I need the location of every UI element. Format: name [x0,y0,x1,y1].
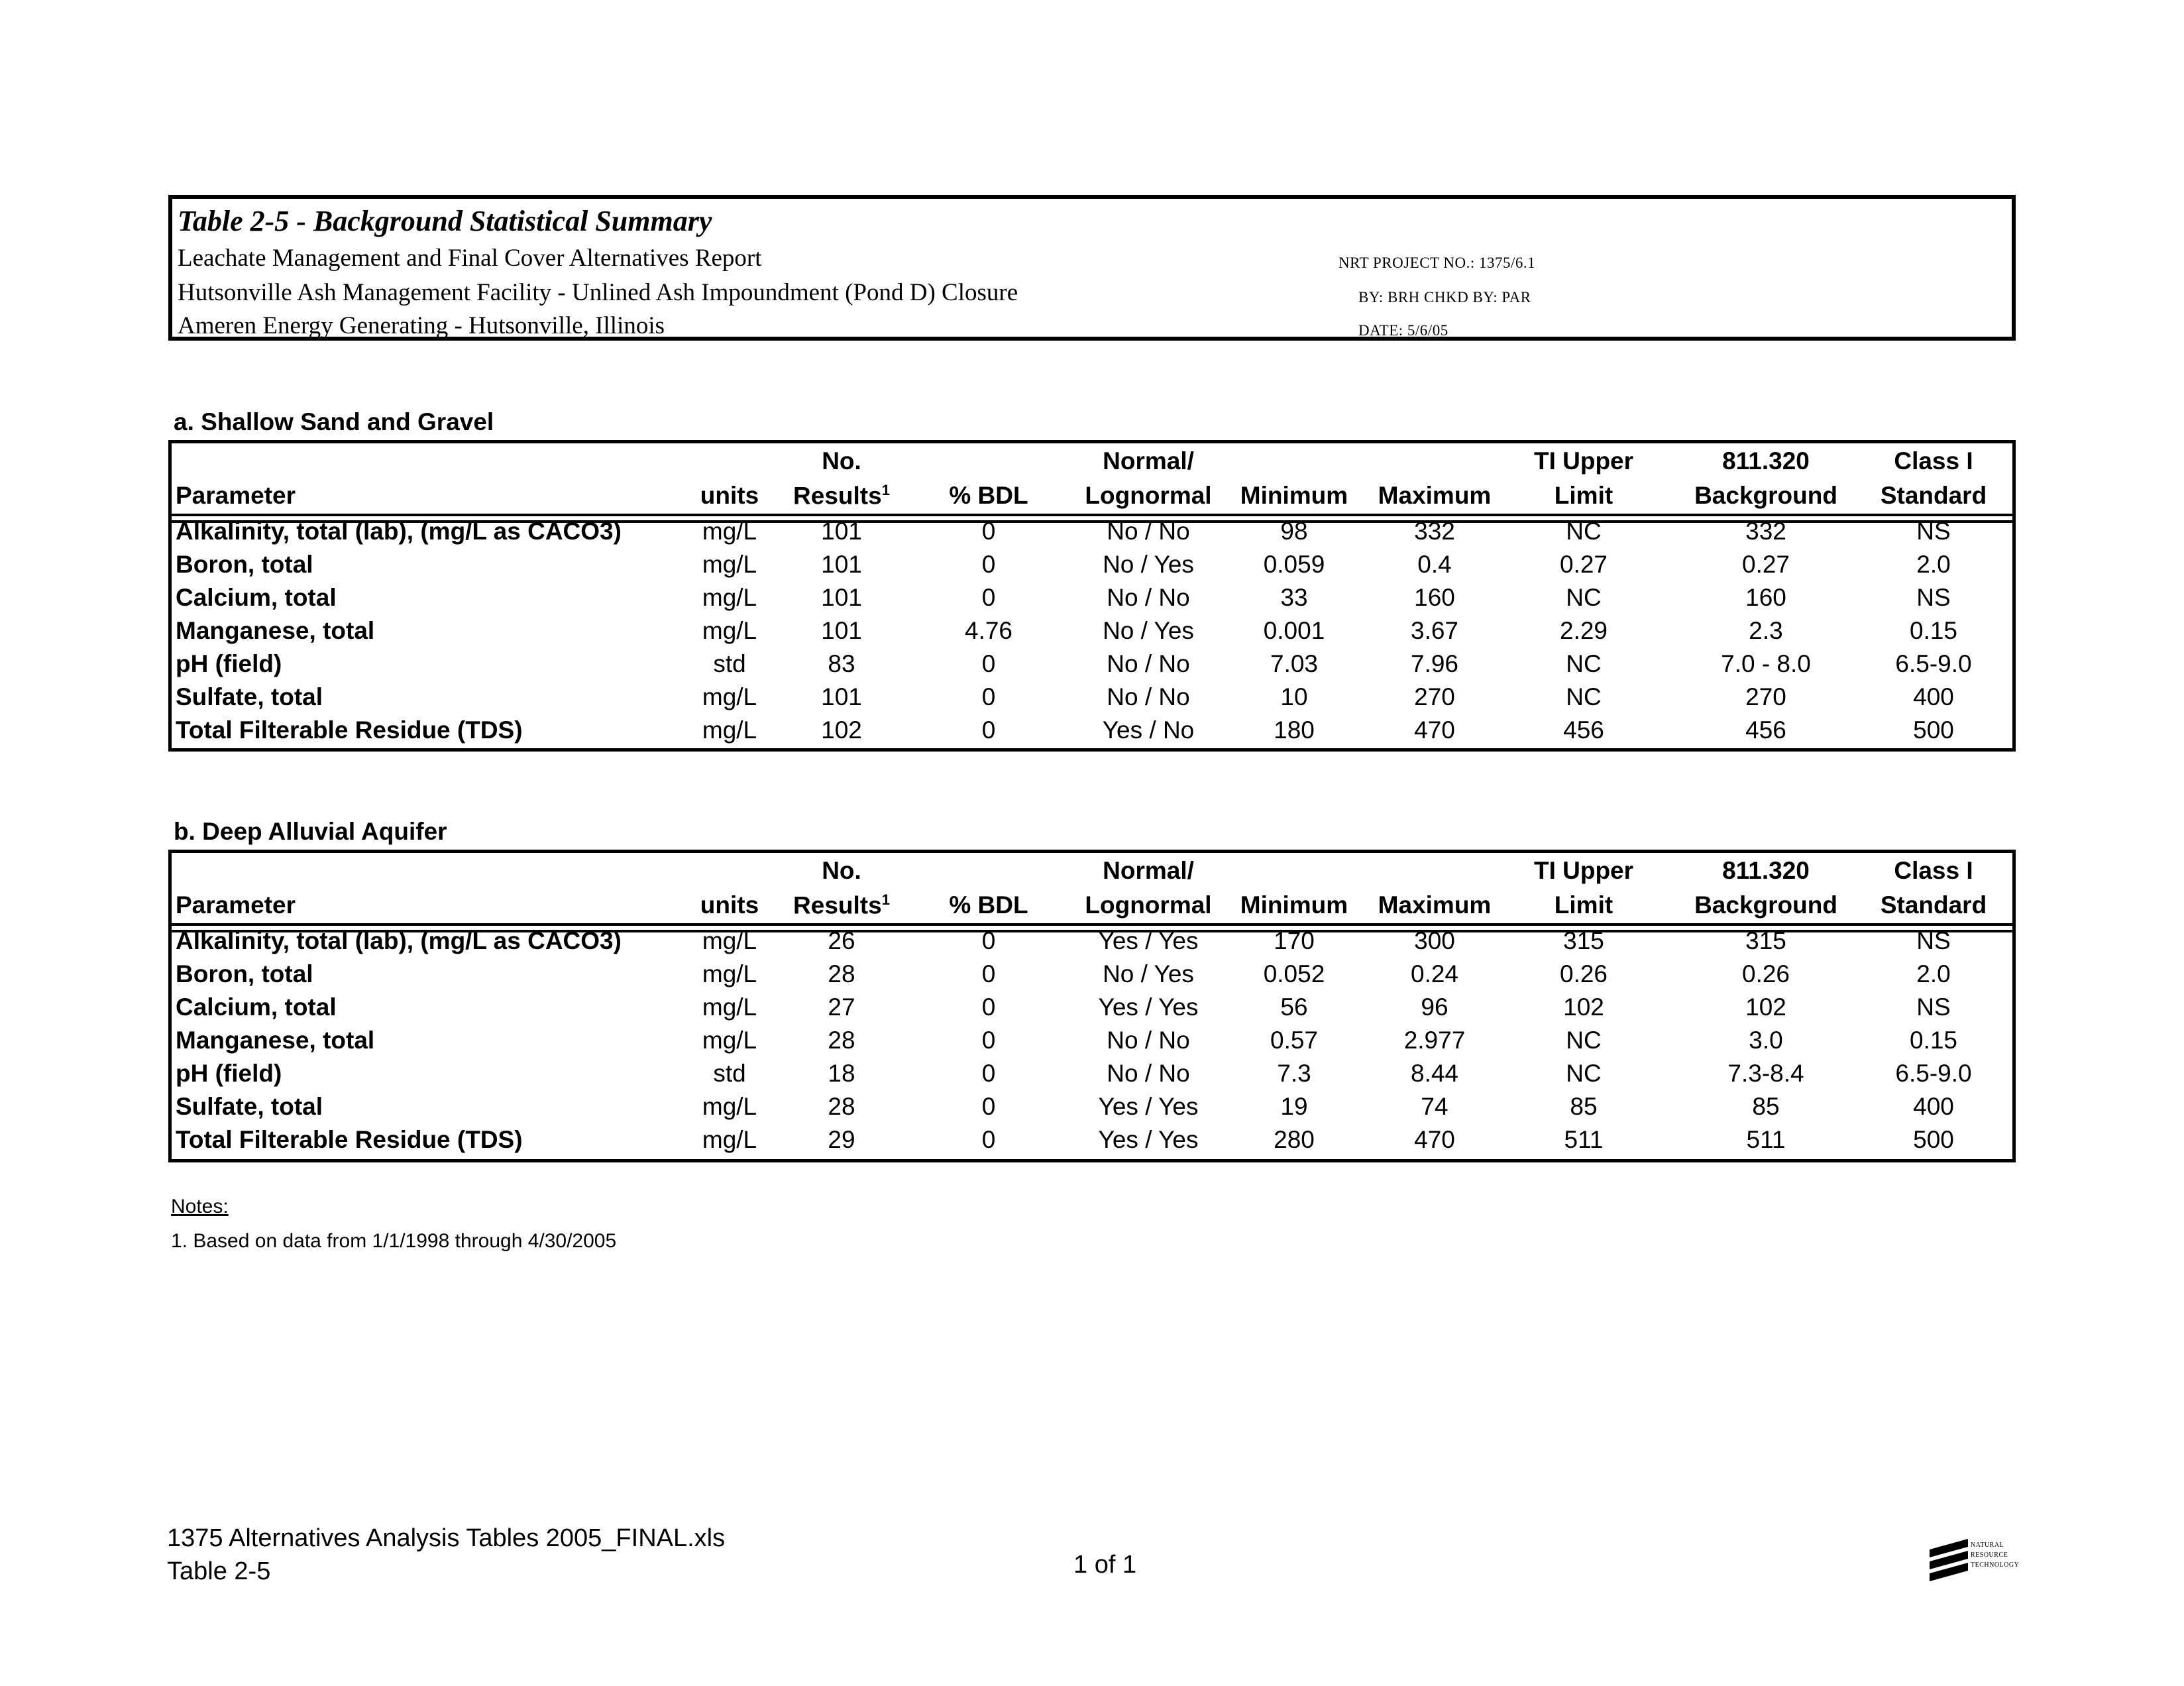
cell-minimum: 0.57 [1270,1027,1319,1054]
report-header-box [168,195,2016,341]
cell-minimum: 7.03 [1270,650,1319,677]
col-limit: Limit [1554,891,1613,919]
table-row [172,551,2012,584]
cell-bdl: 0 [981,1093,996,1120]
cell-bdl: 0 [981,650,996,677]
cell-distribution: No / No [1107,1027,1190,1054]
table-title: Table 2-5 - Background Statistical Summary [178,205,712,237]
footnote-marker: 1 [881,482,890,498]
table-row [172,518,2012,551]
cell-parameter: Calcium, total [176,993,337,1021]
section-title-deep: b. Deep Alluvial Aquifer [174,818,447,845]
cell-background: 511 [1746,1126,1786,1153]
cell-ti-upper-limit: 102 [1563,993,1604,1021]
cell-units: mg/L [702,960,757,987]
cell-parameter: Alkalinity, total (lab), (mg/L as CACO3) [176,927,622,954]
col-maximum: Maximum [1378,891,1492,919]
cell-ti-upper-limit: NC [1566,683,1602,710]
col-standard: Standard [1880,891,1987,919]
cell-background: 0.26 [1741,960,1790,987]
cell-distribution: No / No [1107,650,1190,677]
cell-background: 85 [1752,1093,1780,1120]
section-title-shallow: a. Shallow Sand and Gravel [174,408,494,435]
page-number: 1 of 1 [1073,1551,1137,1579]
cell-units: mg/L [702,518,757,545]
cell-background: 0.27 [1741,551,1790,578]
company-location: Ameren Energy Generating - Hutsonville, Illinois [178,312,665,339]
cell-maximum: 96 [1421,993,1448,1021]
cell-units: mg/L [702,551,757,578]
cell-background: 7.3-8.4 [1727,1060,1804,1087]
cell-maximum: 2.977 [1403,1027,1466,1054]
table-shallow-sand-gravel [168,440,2016,752]
cell-units: mg/L [702,1126,757,1153]
cell-ti-upper-limit: 0.26 [1559,960,1608,987]
col-811-320: 811.320 [1722,447,1810,475]
cell-parameter: pH (field) [176,1060,282,1087]
cell-background: 270 [1745,683,1786,710]
cell-ti-upper-limit: 85 [1570,1093,1598,1120]
cell-units: std [713,1060,746,1087]
footnote-marker: 1 [881,891,890,908]
cell-minimum: 19 [1280,1093,1308,1120]
cell-class-i-standard: 2.0 [1916,551,1951,578]
cell-units: mg/L [702,584,757,611]
table-row [172,617,2012,650]
table-row [172,1060,2012,1093]
cell-parameter: Total Filterable Residue (TDS) [176,1126,523,1153]
cell-no-results: 26 [828,927,855,954]
cell-no-results: 102 [821,716,862,744]
cell-units: mg/L [702,716,757,744]
nrt-logo [1930,1536,2042,1583]
table-row [172,683,2012,716]
cell-units: mg/L [702,1093,757,1120]
cell-ti-upper-limit: NC [1566,584,1602,611]
cell-bdl: 0 [981,551,996,578]
notes-heading: Notes: [171,1196,229,1217]
cell-background: 2.3 [1749,617,1783,644]
cell-class-i-standard: 400 [1913,1093,1954,1120]
cell-units: mg/L [702,1027,757,1054]
cell-maximum: 300 [1414,927,1455,954]
cell-parameter: pH (field) [176,650,282,677]
col-ti-upper: TI Upper [1533,857,1634,884]
cell-class-i-standard: 0.15 [1909,617,1958,644]
note-1: 1. Based on data from 1/1/1998 through 4/30/2005 [171,1230,617,1252]
cell-ti-upper-limit: 2.29 [1559,617,1608,644]
cell-maximum: 0.24 [1410,960,1459,987]
cell-units: mg/L [702,993,757,1021]
cell-parameter: Manganese, total [176,1027,375,1054]
cell-class-i-standard: NS [1916,927,1951,954]
cell-bdl: 0 [981,518,996,545]
col-class-i: Class I [1894,857,1973,884]
col-limit: Limit [1554,482,1613,509]
logo-line-2: RESOURCE [1971,1551,2008,1559]
col-background: Background [1694,482,1837,509]
cell-maximum: 332 [1414,518,1455,545]
col-results-label: Results [793,482,882,510]
cell-units: std [713,650,746,677]
cell-class-i-standard: 400 [1913,683,1954,710]
col-normal: Normal/ [1103,857,1194,884]
cell-parameter: Alkalinity, total (lab), (mg/L as CACO3) [176,518,622,545]
cell-units: mg/L [702,683,757,710]
col-lognormal: Lognormal [1085,482,1212,509]
cell-units: mg/L [702,617,757,644]
col-standard: Standard [1880,482,1987,509]
col-no: No. [822,857,861,884]
table-row [172,1027,2012,1060]
cell-class-i-standard: 500 [1913,716,1954,744]
cell-bdl: 0 [981,993,996,1021]
cell-maximum: 3.67 [1410,617,1459,644]
cell-distribution: No / No [1107,1060,1190,1087]
col-background: Background [1694,891,1837,919]
cell-distribution: No / Yes [1103,960,1194,987]
col-maximum: Maximum [1378,482,1492,509]
table-row [172,1126,2012,1159]
col-bdl: % BDL [949,482,1028,509]
table-row [172,960,2012,993]
col-bdl: % BDL [949,891,1028,919]
cell-distribution: No / Yes [1103,551,1194,578]
cell-no-results: 28 [828,960,855,987]
project-number: NRT PROJECT NO.: 1375/6.1 [1338,254,1536,271]
cell-maximum: 470 [1414,716,1455,744]
cell-background: 3.0 [1749,1027,1783,1054]
col-lognormal: Lognormal [1085,891,1212,919]
cell-parameter: Sulfate, total [176,683,323,710]
col-minimum: Minimum [1240,482,1348,509]
cell-no-results: 83 [828,650,855,677]
cell-no-results: 28 [828,1093,855,1120]
cell-no-results: 101 [821,584,862,611]
table-row [172,927,2012,960]
cell-no-results: 29 [828,1126,855,1153]
cell-class-i-standard: NS [1916,993,1951,1021]
cell-no-results: 101 [821,617,862,644]
cell-distribution: No / No [1107,584,1190,611]
cell-parameter: Calcium, total [176,584,337,611]
cell-maximum: 74 [1421,1093,1448,1120]
col-no: No. [822,447,861,475]
cell-class-i-standard: NS [1916,518,1951,545]
col-class-i: Class I [1894,447,1973,475]
footer-filename: 1375 Alternatives Analysis Tables 2005_FINAL.xls [167,1524,726,1552]
col-units: units [700,482,759,509]
cell-minimum: 98 [1280,518,1308,545]
col-parameter: Parameter [176,891,296,919]
cell-ti-upper-limit: 511 [1564,1126,1604,1153]
cell-parameter: Sulfate, total [176,1093,323,1120]
cell-class-i-standard: 0.15 [1909,1027,1958,1054]
cell-ti-upper-limit: NC [1566,1027,1602,1054]
facility-name: Hutsonville Ash Management Facility - Unlined Ash Impoundment (Pond D) Closure [178,279,1018,306]
cell-minimum: 170 [1274,927,1315,954]
cell-parameter: Boron, total [176,551,313,578]
cell-distribution: No / No [1107,683,1190,710]
table-header [172,853,2012,926]
footer-sheet: Table 2-5 [167,1557,271,1585]
cell-maximum: 0.4 [1417,551,1452,578]
cell-background: 332 [1745,518,1786,545]
cell-bdl: 0 [981,683,996,710]
cell-bdl: 0 [981,960,996,987]
report-date: DATE: 5/6/05 [1358,322,1448,339]
cell-no-results: 18 [828,1060,855,1087]
col-units: units [700,891,759,919]
cell-parameter: Manganese, total [176,617,375,644]
col-811-320: 811.320 [1722,857,1810,884]
table-row [172,1093,2012,1126]
col-results [793,891,890,919]
cell-bdl: 0 [981,716,996,744]
cell-minimum: 0.052 [1263,960,1325,987]
cell-class-i-standard: 6.5-9.0 [1895,650,1972,677]
cell-bdl: 0 [981,584,996,611]
col-minimum: Minimum [1240,891,1348,919]
cell-no-results: 101 [821,551,862,578]
cell-background: 7.0 - 8.0 [1721,650,1811,677]
col-results [793,482,890,510]
cell-no-results: 101 [821,518,862,545]
cell-background: 102 [1745,993,1786,1021]
cell-distribution: No / Yes [1103,617,1194,644]
cell-bdl: 4.76 [964,617,1013,644]
cell-no-results: 101 [821,683,862,710]
cell-background: 456 [1745,716,1786,744]
logo-line-3: TECHNOLOGY [1971,1561,2020,1569]
table-header [172,443,2012,516]
cell-class-i-standard: 6.5-9.0 [1895,1060,1972,1087]
col-parameter: Parameter [176,482,296,509]
cell-ti-upper-limit: NC [1566,518,1602,545]
cell-minimum: 33 [1280,584,1308,611]
table-row [172,650,2012,683]
cell-bdl: 0 [981,1126,996,1153]
cell-bdl: 0 [981,1060,996,1087]
col-normal: Normal/ [1103,447,1194,475]
cell-distribution: Yes / No [1102,716,1195,744]
table-row [172,584,2012,617]
cell-maximum: 470 [1414,1126,1455,1153]
cell-minimum: 180 [1274,716,1315,744]
cell-parameter: Boron, total [176,960,313,987]
cell-class-i-standard: NS [1916,584,1951,611]
cell-parameter: Total Filterable Residue (TDS) [176,716,523,744]
cell-ti-upper-limit: 0.27 [1559,551,1608,578]
cell-distribution: Yes / Yes [1098,927,1199,954]
cell-no-results: 28 [828,1027,855,1054]
cell-bdl: 0 [981,1027,996,1054]
cell-no-results: 27 [828,993,855,1021]
cell-class-i-standard: 500 [1913,1126,1954,1153]
table-deep-alluvial-aquifer [168,850,2016,1162]
cell-minimum: 0.059 [1263,551,1325,578]
cell-minimum: 280 [1274,1126,1315,1153]
cell-distribution: Yes / Yes [1098,993,1199,1021]
cell-minimum: 7.3 [1277,1060,1311,1087]
report-name: Leachate Management and Final Cover Alternatives Report [178,245,762,272]
cell-minimum: 0.001 [1263,617,1325,644]
cell-maximum: 160 [1414,584,1455,611]
cell-background: 315 [1745,927,1786,954]
cell-distribution: Yes / Yes [1098,1093,1199,1120]
cell-bdl: 0 [981,927,996,954]
logo-wordmark [1971,1540,2019,1570]
prepared-checked-by: BY: BRH CHKD BY: PAR [1358,289,1531,306]
cell-distribution: No / No [1107,518,1190,545]
cell-minimum: 56 [1280,993,1308,1021]
cell-maximum: 270 [1414,683,1455,710]
cell-class-i-standard: 2.0 [1916,960,1951,987]
cell-maximum: 7.96 [1410,650,1459,677]
table-row [172,993,2012,1027]
cell-background: 160 [1745,584,1786,611]
cell-ti-upper-limit: NC [1566,650,1602,677]
cell-ti-upper-limit: 456 [1563,716,1604,744]
cell-units: mg/L [702,927,757,954]
logo-line-1: NATURAL [1971,1542,2004,1549]
cell-maximum: 8.44 [1410,1060,1459,1087]
col-ti-upper: TI Upper [1533,447,1634,475]
cell-minimum: 10 [1280,683,1308,710]
cell-ti-upper-limit: NC [1566,1060,1602,1087]
col-results-label: Results [793,891,882,919]
table-row [172,716,2012,750]
cell-ti-upper-limit: 315 [1563,927,1604,954]
cell-distribution: Yes / Yes [1098,1126,1199,1153]
